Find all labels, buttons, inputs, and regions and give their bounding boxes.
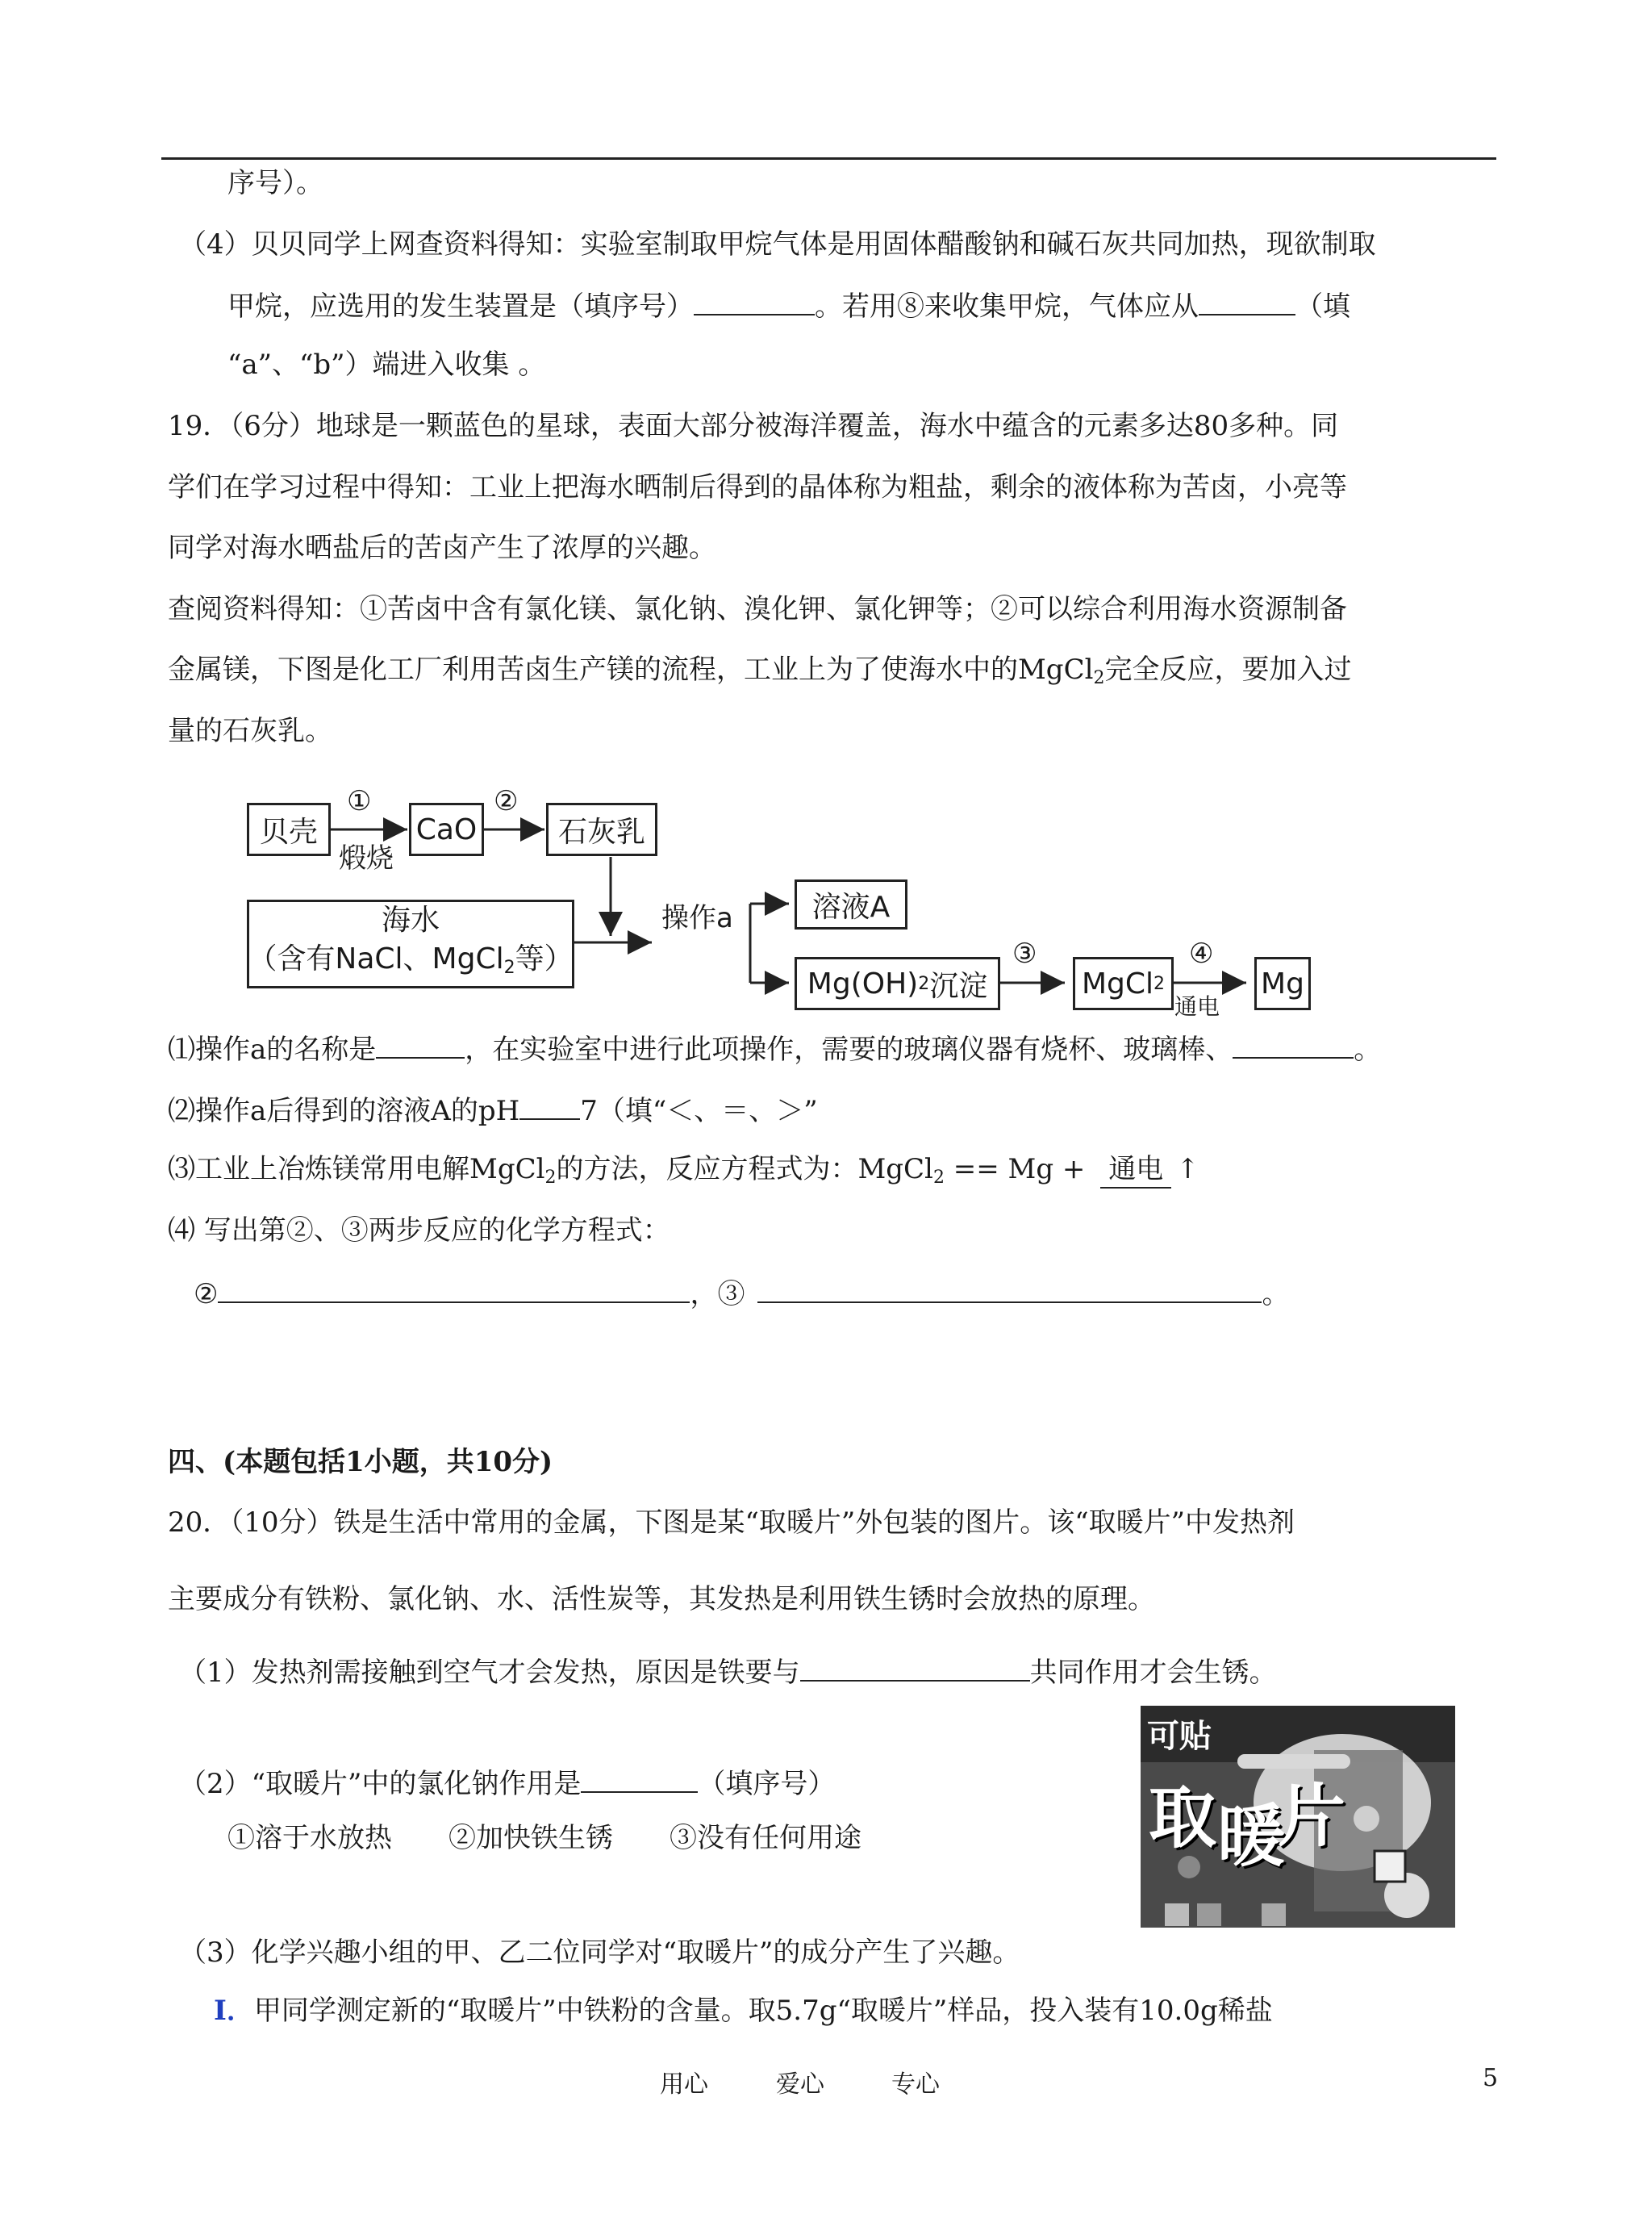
step-2-label: ②	[494, 785, 519, 817]
q19-line6: 量的石灰乳。	[168, 715, 332, 747]
node-seawater	[247, 900, 574, 988]
q20-part3-i-text: 甲同学测定新的“取暖片”中铁粉的含量。取5.7g“取暖片”样品，投入装有10.0g稀盐	[253, 1995, 1273, 2027]
q20-part2-a: （2）“取暖片”中的氯化钠作用是	[179, 1768, 582, 1800]
subscript: 2	[918, 973, 930, 994]
seawater-note-end: 等）	[515, 942, 574, 976]
page-number: 5	[1483, 2064, 1499, 2092]
step-1-label: ①	[347, 785, 372, 817]
answer-blank-operation-name[interactable]	[376, 1030, 465, 1059]
photo-char-2: 暖	[1217, 1796, 1286, 1876]
q19-line3: 同学对海水晒盐后的苦卤产生了浓厚的兴趣。	[168, 532, 716, 564]
q20-options	[227, 1820, 861, 1856]
answer-blank-equation-2[interactable]	[218, 1274, 690, 1303]
footer-item-3: 专心	[891, 2070, 940, 2099]
subscript: 2	[503, 957, 515, 978]
option-3: ③没有任何用途	[670, 1822, 861, 1854]
mgoh2-suffix: 沉淀	[929, 969, 988, 1003]
q20-part2-b: （填序号）	[698, 1768, 836, 1800]
option-1: ①溶于水放热	[227, 1822, 392, 1854]
q19-line5-a: 金属镁，下图是化工厂利用苦卤生产镁的流程，工业上为了使海水中的MgCl	[168, 654, 1094, 686]
node-mgcl2	[1073, 957, 1174, 1010]
answer-blank-glassware[interactable]	[1233, 1030, 1354, 1059]
q19-part1-c: 。	[1354, 1034, 1382, 1066]
q18-4-line1: （4）贝贝同学上网查资料得知：实验室制取甲烷气体是用固体醋酸钠和碱石灰共同加热，现欲制取	[179, 228, 1376, 261]
seawater-note: （含有NaCl、MgCl	[248, 942, 504, 976]
q20-part2	[179, 1764, 835, 1802]
step-3-label: ③	[1012, 938, 1037, 970]
node-solution-a: 溶液A	[795, 879, 907, 930]
answer-blank-rust-factors[interactable]	[800, 1652, 1030, 1682]
photo-char-3: 片	[1278, 1776, 1346, 1856]
subscript: 2	[1093, 668, 1105, 688]
q18-4-line2-b: 。若用⑧来收集甲烷，气体应从	[815, 290, 1199, 323]
node-mgoh2-precipitate	[795, 957, 1000, 1010]
gas-arrow: ↑	[1176, 1153, 1199, 1185]
answer-blank-nacl-role[interactable]	[581, 1764, 698, 1793]
q20-part1	[179, 1652, 1277, 1690]
electrolysis-label: 通电	[1174, 993, 1220, 1020]
step-4-label: ④	[1189, 938, 1214, 970]
answer-blank-ph[interactable]	[519, 1091, 580, 1120]
q19-part3-a: ⑶工业上冶炼镁常用电解MgCl	[168, 1153, 545, 1185]
section-4-heading: 四、(本题包括1小题，共10分)	[168, 1446, 553, 1478]
q20-part1-b: 共同作用才会生锈。	[1029, 1657, 1277, 1689]
q20-line1: 20．（10分）铁是生活中常用的金属，下图是某“取暖片”外包装的图片。该“取暖片”中发热剂	[168, 1506, 1295, 1539]
node-lime-milk: 石灰乳	[546, 803, 657, 856]
footer-item-1: 用心	[660, 2070, 708, 2099]
option-2: ②加快铁生锈	[448, 1822, 613, 1854]
node-cao: CaO	[409, 803, 484, 856]
q19-line1: 19．（6分）地球是一颗蓝色的星球，表面大部分被海洋覆盖，海水中蕴含的元素多达80多种。同	[168, 410, 1339, 442]
subscript: 2	[932, 1168, 945, 1188]
q19-part3-c: == Mg +	[944, 1153, 1095, 1185]
heat-pack-package-photo	[1141, 1706, 1455, 1928]
q19-part2-a: ⑵操作a后得到的溶液A的pH	[168, 1095, 520, 1127]
photo-label-top: 可贴	[1147, 1718, 1212, 1755]
q19-part4-end: 。	[1262, 1278, 1290, 1310]
q19-part4-answers	[194, 1274, 1289, 1312]
q19-part1	[168, 1030, 1381, 1067]
q19-line2: 学们在学习过程中得知：工业上把海水晒制后得到的晶体称为粗盐，剩余的液体称为苦卤，小亮等	[168, 471, 1347, 503]
q18-4-line3: “a”、“b”）端进入收集 。	[227, 349, 546, 381]
q20-part3: （3）化学兴趣小组的甲、乙二位同学对“取暖片”的成分产生了兴趣。	[179, 1936, 1020, 1969]
top-continuation: 序号）。	[227, 167, 323, 199]
q18-4-line2-c: （填	[1295, 290, 1350, 323]
q20-line2: 主要成分有铁粉、氯化钠、水、活性炭等，其发热是利用铁生锈时会放热的原理。	[168, 1583, 1155, 1615]
q20-part3-i	[214, 1993, 1273, 2028]
photo-char-1: 取	[1149, 1778, 1217, 1857]
q19-line4: 查阅资料得知：①苦卤中含有氯化镁、氯化钠、溴化钾、氯化钾等；②可以综合利用海水资源制备	[168, 593, 1347, 625]
roman-numeral-1: Ⅰ．	[214, 1995, 254, 2027]
label-step-3: ，③	[690, 1278, 745, 1310]
footer-item-2: 爱心	[776, 2070, 824, 2099]
q19-part2-b: 7（填“＜、＝、＞”	[580, 1095, 818, 1127]
node-mg: Mg	[1254, 957, 1311, 1010]
q19-part1-b: ，在实验室中进行此项操作，需要的玻璃仪器有烧杯、玻璃棒、	[465, 1034, 1233, 1066]
subscript: 2	[544, 1168, 557, 1188]
q19-part1-a: ⑴操作a的名称是	[168, 1034, 377, 1066]
q19-part3	[168, 1151, 1199, 1196]
q20-part1-a: （1）发热剂需接触到空气才会发热，原因是铁要与	[179, 1657, 800, 1689]
operation-a-label: 操作a	[661, 902, 733, 934]
q18-4-line2-a: 甲烷，应选用的发生装置是（填序号）	[227, 290, 694, 323]
label-step-2: ②	[194, 1278, 219, 1310]
calcine-label: 煅烧	[339, 842, 394, 875]
answer-blank-equation-3[interactable]	[757, 1274, 1262, 1303]
node-shell: 贝壳	[247, 803, 331, 856]
seawater-label: 海水	[381, 903, 440, 937]
q19-part2	[168, 1091, 818, 1129]
q19-line5-b: 完全反应，要加入过	[1104, 654, 1352, 686]
q19-part3-b: 的方法，反应方程式为：MgCl	[556, 1153, 933, 1185]
seawater-composition	[248, 940, 573, 988]
mgcl2-formula: MgCl	[1081, 967, 1154, 1001]
mgoh2-formula: Mg(OH)	[807, 967, 919, 1001]
q19-part4: ⑷ 写出第②、③两步反应的化学方程式：	[168, 1214, 670, 1247]
subscript: 2	[1153, 973, 1166, 994]
reaction-condition: 通电	[1100, 1151, 1171, 1189]
